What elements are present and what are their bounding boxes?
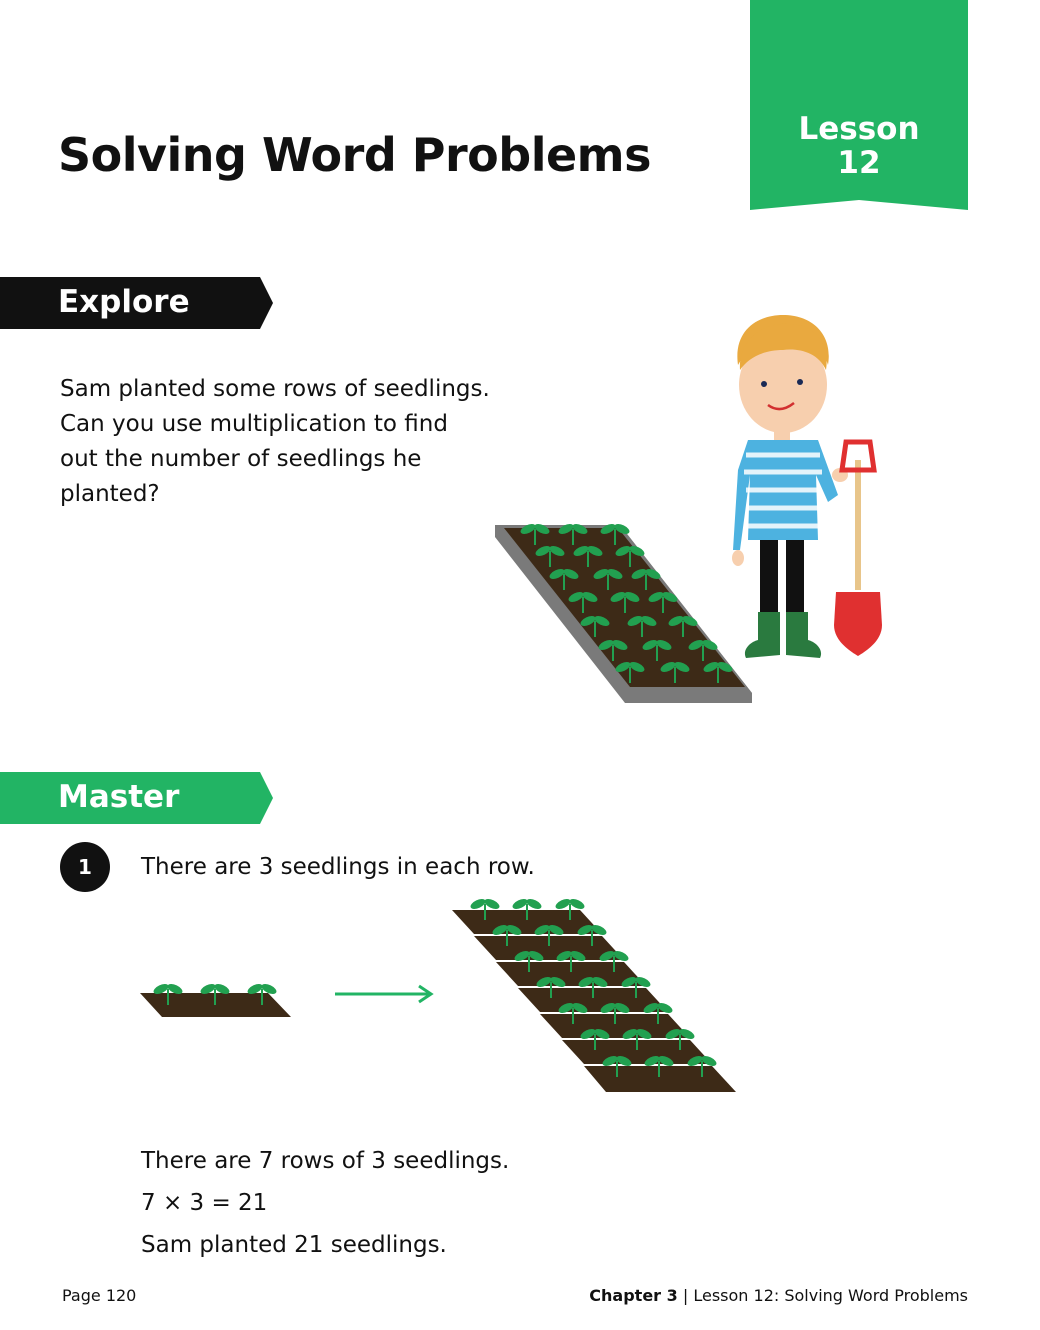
single-row-illustration bbox=[140, 965, 295, 1021]
footer-chapter-lesson bbox=[589, 1286, 968, 1305]
master-line: There are 7 rows of 3 seedlings. bbox=[141, 1148, 510, 1174]
explore-label: Explore bbox=[58, 284, 190, 320]
footer-separator: | bbox=[682, 1286, 689, 1305]
right-arrow-icon bbox=[335, 983, 435, 1005]
explore-line: Can you use multiplication to find bbox=[60, 411, 448, 437]
lesson-number: 12 bbox=[837, 145, 881, 181]
master-result bbox=[141, 1140, 509, 1266]
master-label: Master bbox=[58, 779, 180, 815]
master-line: 7 × 3 = 21 bbox=[141, 1190, 268, 1216]
footer-chapter: Chapter 3 bbox=[589, 1286, 678, 1305]
explore-line: Sam planted some rows of seedlings. bbox=[60, 376, 490, 402]
lesson-word: Lesson bbox=[798, 111, 920, 147]
explore-line: planted? bbox=[60, 481, 160, 507]
master-intro: There are 3 seedlings in each row. bbox=[141, 854, 535, 880]
seedling-tray-illustration bbox=[490, 515, 755, 710]
explore-line: out the number of seedlings he bbox=[60, 446, 422, 472]
page-title: Solving Word Problems bbox=[58, 128, 651, 182]
footer-page-number: Page 120 bbox=[62, 1286, 137, 1305]
master-line: Sam planted 21 seedlings. bbox=[141, 1232, 447, 1258]
footer-lesson: Lesson 12: Solving Word Problems bbox=[693, 1286, 968, 1305]
boy-with-shovel-illustration bbox=[728, 310, 893, 670]
problem-number-badge: 1 bbox=[60, 842, 110, 892]
explore-text bbox=[60, 372, 490, 512]
seven-rows-illustration bbox=[450, 890, 742, 1100]
lesson-badge bbox=[750, 112, 968, 180]
